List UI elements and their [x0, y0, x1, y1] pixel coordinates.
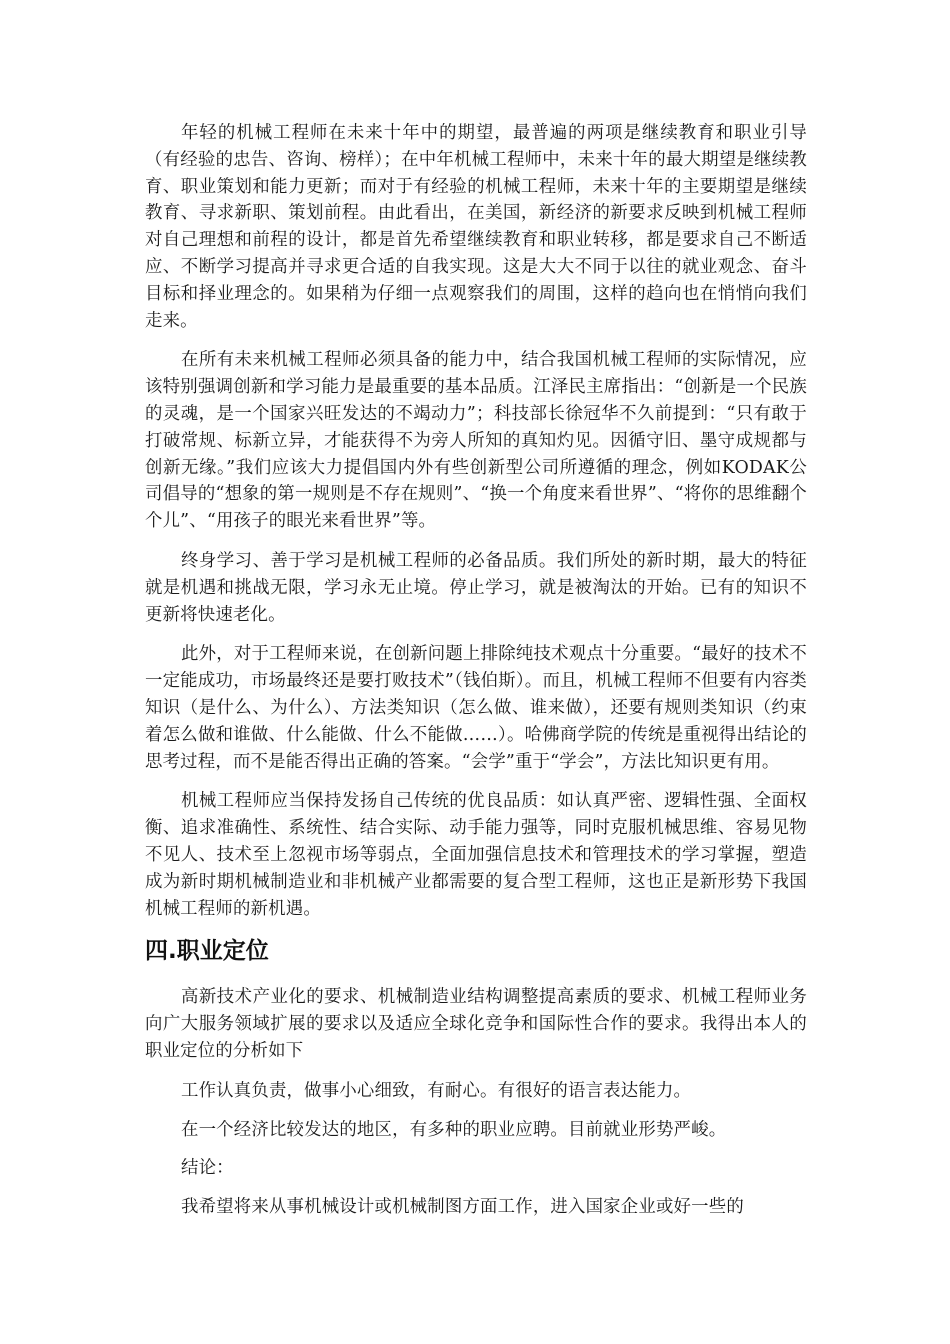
paragraph-lifelong-learning: 终身学习、善于学习是机械工程师的必备品质。我们所处的新时期，最大的特征就是机遇和挑战无限，学习永无止境。停止学习，就是被淘汰的开始。已有的知识不更新将快速老化。	[145, 550, 807, 625]
section-heading: 四.职业定位	[145, 938, 269, 965]
paragraph-job-market: 在一个经济比较发达的地区，有多种的职业应聘。目前就业形势严峻。	[181, 1119, 727, 1140]
paragraph-conclusion-label: 结论：	[181, 1158, 234, 1179]
paragraph-traditional-qualities: 机械工程师应当保持发扬自己传统的优良品质：如认真严密、逻辑性强、全面权衡、追求准确性、系统性、结合实际、动手能力强等，同时克服机械思维、容易见物不见人、技术至上忽视市场等弱点，全面加强信息技术和管理技术的学习掌握，塑造成为新时期机械制造业和非机械产业都需要的复合型工程师，这也正是新形势下我国机械工程师的新机遇。	[145, 791, 807, 919]
paragraph-career-requirements: 高新技术产业化的要求、机械制造业结构调整提高素质的要求、机械工程师业务向广大服务领域扩展的要求以及适应全球化竞争和国际性合作的要求。我得出本人的职业定位的分析如下	[145, 987, 807, 1061]
document-body	[145, 120, 807, 1233]
paragraph-career-goal: 我希望将来从事机械设计或机械制图方面工作，进入国家企业或好一些的	[181, 1197, 744, 1218]
paragraph-engineer-expectations: 年轻的机械工程师在未来十年中的期望，最普遍的两项是继续教育和职业引导（有经验的忠告、咨询、榜样）；在中年机械工程师中，未来十年的最大期望是继续教育、职业策划和能力更新；而对于有经验的机械工程师，未来十年的主要期望是继续教育、寻求新职、策划前程。由此看出，在美国，新经济的新要求反映到机械工程师对自己理想和前程的设计，都是首先希望继续教育和职业转移，都是要求自己不断适应、不断学习提高并寻求更合适的自我实现。这是大大不同于以往的就业观念、奋斗目标和择业理念的。如果稍为仔细一点观察我们的周围，这样的趋向也在悄悄向我们走来。	[145, 123, 807, 331]
paragraph-personal-traits: 工作认真负责，做事小心细致，有耐心。有很好的语言表达能力。	[181, 1080, 692, 1101]
paragraph-innovation-ability: 在所有未来机械工程师必须具备的能力中，结合我国机械工程师的实际情况，应该特别强调创新和学习能力是最重要的基本品质。江泽民主席指出：“创新是一个民族的灵魂，是一个国家兴旺发达的不竭动力”；科技部长徐冠华不久前提到：“只有敢于打破常规、标新立异，才能获得不为旁人所知的真知灼见。因循守旧、墨守成规都与创新无缘。”我们应该大力提倡国内外有些创新型公司所遵循的理念，例如KODAK公司倡导的“想象的第一规则是不存在规则”、“换一个角度来看世界”、“将你的思维翻个个儿”、“用孩子的眼光来看世界”等。	[145, 350, 807, 532]
paragraph-beyond-technology: 此外，对于工程师来说，在创新问题上排除纯技术观点十分重要。“最好的技术不一定能成功，市场最终还是要打败技术”（钱伯斯）。而且，机械工程师不但要有内容类知识（是什么、为什么）、方法类知识（怎么做、谁来做），还要有规则类知识（约束着怎么做和谁做、什么能做、什么不能做……）。哈佛商学院的传统是重视得出结论的思考过程，而不是能否得出正确的答案。“会学”重于“学会”，方法比知识更有用。	[145, 644, 807, 772]
